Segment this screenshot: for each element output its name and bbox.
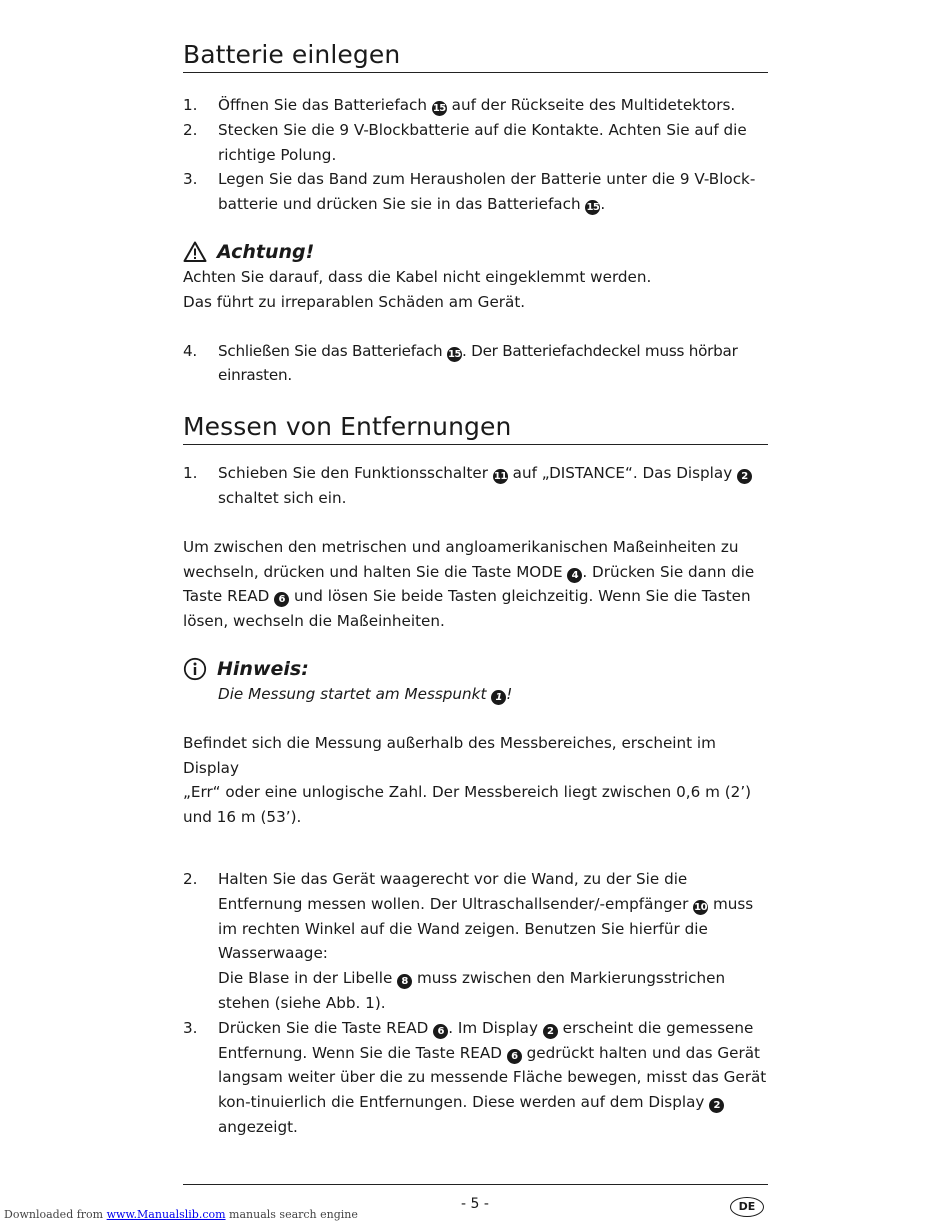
distance-steps-2-3 <box>183 867 768 1140</box>
hint-block <box>183 656 768 707</box>
step-number: 3. <box>183 170 198 189</box>
battery-steps <box>183 93 768 217</box>
ref-number-badge: 15 <box>586 202 600 214</box>
page-number: - 5 - <box>461 1196 489 1212</box>
ref-number-badge: 1 <box>491 690 506 705</box>
list-item: 3. Legen Sie das Band zum Herausholen der Batterie unter die 9 V-Block-batterie und drücken Sie sie in das Batteriefach 15. <box>183 167 768 217</box>
warning-text-1: Achten Sie darauf, dass die Kabel nicht eingeklemmt werden. <box>183 267 652 286</box>
list-item: 2. Stecken Sie die 9 V-Blockbatterie auf die Kontakte. Achten Sie auf die richtige Polung. <box>183 118 768 168</box>
manualslib-link[interactable]: www.Manualslib.com <box>106 1208 226 1221</box>
ref-number-badge: 4 <box>567 568 582 583</box>
list-item: 2. Halten Sie das Gerät waagerecht vor die Wand, zu der Sie die Entfernung messen wollen. Der Ultraschallsender/-empfänger 10 muss im rechten Winkel auf die Wand zeigen. Benutzen Sie hierfür die Wasserwaage: Die Blase in der Libelle 8 muss zwischen den Markierungsstrichen stehen (siehe Abb. 1). <box>183 867 768 1016</box>
list-item: 4. Schließen Sie das Batteriefach 15. Der Batteriefachdeckel muss hörbar einrasten. <box>183 339 768 389</box>
list-item: 3. Drücken Sie die Taste READ 6 . Im Display 2 erscheint die gemessene Entfernung. Wenn Sie die Taste READ 6 gedrückt halten und das Gerät langsam weiter über die zu messende Fläche bewegen, misst das Gerät kon-tinuierlich die Entfernungen. Diese werden auf dem Display 2 angezeigt. <box>183 1016 768 1140</box>
download-notice: Downloaded from www.Manualslib.com manuals search engine <box>4 1208 358 1221</box>
step-number: 4. <box>183 341 197 360</box>
hint-heading: Hinweis: <box>183 656 768 682</box>
ref-number-badge: 8 <box>397 974 412 989</box>
list-item: 1. Schieben Sie den Funktionsschalter 11 auf „DISTANCE“. Das Display 2 schaltet sich ein. <box>183 461 768 511</box>
warning-heading: Achtung! <box>183 239 768 265</box>
section-title-messen: Messen von Entfernungen <box>183 410 768 445</box>
ref-number-badge: 6 <box>274 592 289 607</box>
range-paragraph: Befindet sich die Messung außerhalb des Messbereiches, erscheint im Display „Err“ oder eine unlogische Zahl. Der Messbereich liegt zwischen 0,6 m (2’) und 16 m (53’). <box>183 733 752 827</box>
info-icon <box>183 657 207 681</box>
step-number: 1. <box>183 96 198 114</box>
page-content <box>183 38 768 1140</box>
ref-number-badge: 2 <box>543 1024 558 1039</box>
ref-number-badge: 10 <box>694 901 708 913</box>
step-number: 3. <box>183 1018 198 1037</box>
units-paragraph: Um zwischen den metrischen und angloamerikanischen Maßeinheiten zu wechseln, drücken und halten Sie die Taste MODE 4 . Drücken Sie dann die Taste READ 6 und lösen Sie beide Tasten gleichzeitig. Wenn Sie die Tasten lösen, wechseln die Maßeinheiten. <box>183 537 755 631</box>
section-title-batterie: Batterie einlegen <box>183 38 768 73</box>
hint-text: Die Messung startet am Messpunkt 1 ! <box>218 684 513 703</box>
footer-divider <box>183 1184 768 1185</box>
ref-number-badge: 15 <box>432 103 446 114</box>
ref-number-badge: 6 <box>433 1024 448 1039</box>
warning-text-2: Das führt zu irreparablen Schäden am Gerät. <box>183 292 526 311</box>
warning-block <box>183 239 768 315</box>
distance-step-1 <box>183 461 768 511</box>
ref-number-badge: 2 <box>709 1098 724 1113</box>
ref-number-badge: 11 <box>493 471 507 483</box>
list-item: 1. Öffnen Sie das Batteriefach 15 auf der Rückseite des Multidetektors. <box>183 93 768 118</box>
step-number: 1. <box>183 464 198 483</box>
ref-number-badge: 15 <box>448 348 461 360</box>
warning-triangle-icon <box>183 240 207 264</box>
step-number: 2. <box>183 120 198 139</box>
step-number: 2. <box>183 869 198 888</box>
language-badge: DE <box>730 1197 764 1217</box>
battery-step-4 <box>183 339 768 389</box>
ref-number-badge: 2 <box>737 469 752 484</box>
ref-number-badge: 6 <box>507 1049 522 1064</box>
